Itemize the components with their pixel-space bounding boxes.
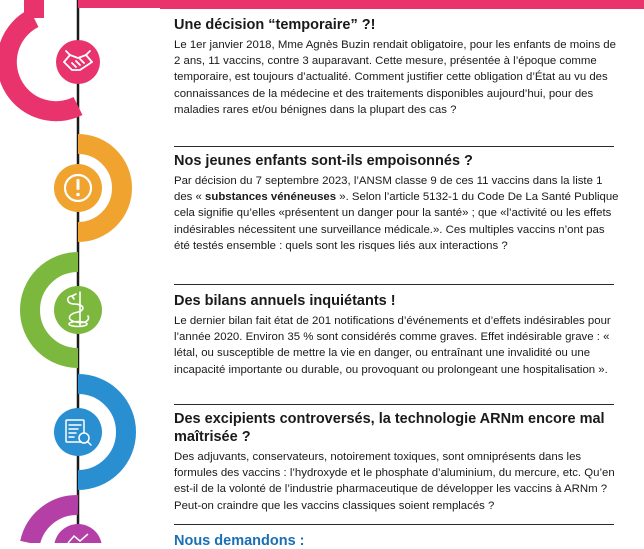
section-annual-reports [174,292,620,378]
section-divider [174,524,614,525]
section-divider [174,404,614,405]
section-title: Des bilans annuels inquiétants ! [174,293,396,309]
section-title: Une décision “temporaire” ?! [174,17,376,33]
section-temporary-decision [174,16,620,118]
section-excipients [174,410,620,514]
section-body: Par décision du 7 septembre 2023, l’ANSM classe 9 de ces 11 vaccins dans la liste 1 des « substances vénéneuses ». Selon l’article 5132-1 du Code De La Santé Publique cela signifie qu’elles «présentent un danger pour la santé» ; que «l’activité ou les effets indésirables nécessitent une surveillance médicale.». Ces multiples vaccins n’ont pas été testés ensemble : quels sont les risques liés aux interactions ? [174,175,619,252]
section-title: Des excipients controversés, la technologie ARNm encore mal maîtrisée ? [174,411,605,445]
section-body: Le dernier bilan fait état de 201 notifications d’événements et d’effets indésirables pour l’année 2020. Environ 35 % sont considérés comme graves. Effet indésirable grave : « létal, ou susceptible de mettre la vie en danger, ou entraînant une invalidité ou une incapacité importante ou durable, ou provoquant ou prolongeant une hospitalisation ». [174,315,611,376]
section-title: Nos jeunes enfants sont-ils empoisonnés ? [174,153,473,169]
section-divider [174,284,614,285]
section-poisoned-children [174,152,620,254]
section-body: Des adjuvants, conservateurs, notoirement toxiques, sont omniprésents dans les formules des vaccins : l’hydroxyde et le phosphate d’aluminium, du mercure, etc. Qu’en est-il de la volonté de l’industrie pharmaceutique de développer les vaccins à ARNm ? Peut-on craindre que les vaccins classiques soient remplacés ? [174,451,615,512]
timeline-graphic [0,0,160,543]
timeline-node-blue [54,408,102,456]
highlight-term: substances vénéneuses [205,191,337,204]
next-section-title: Nous demandons : [174,533,305,549]
section-body: Le 1er janvier 2018, Mme Agnès Buzin rendait obligatoire, pour les enfants de moins de 2 ans, 11 vaccins, contre 3 auparavant. Cette mesure, présentée à l’époque comme temporaire, est toujours d’actualité. Comment justifier cette obligation d’État au vu des connaissances de la médecine et des traitements disponibles aujourd’hui, pour des maladies rares et/ou bénignes dans la plupart des cas ? [174,39,616,116]
section-divider [174,146,614,147]
top-accent-bar [160,0,644,9]
